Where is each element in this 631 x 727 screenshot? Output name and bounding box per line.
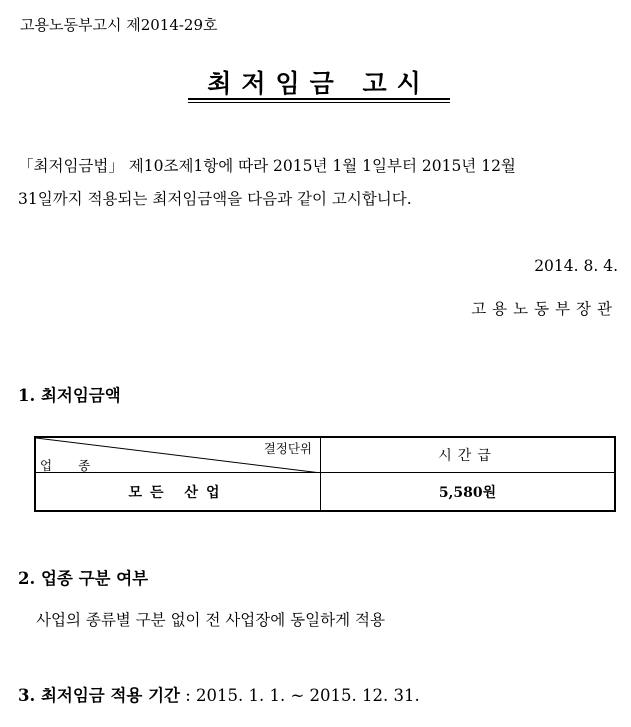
corner-label-unit: 결정단위 xyxy=(263,441,312,456)
title-underline-thin xyxy=(188,102,450,103)
row-label-all-industries: 모든 산업 xyxy=(36,473,321,510)
notice-body xyxy=(18,150,618,216)
section-3-period: : 2015. 1. 1. ~ 2015. 12. 31. xyxy=(179,686,420,705)
corner-label-industry: 업종 xyxy=(40,458,117,473)
row-value-hourly-wage: 5,580원 xyxy=(438,484,497,501)
section-2-heading: 2. 업종 구분 여부 xyxy=(18,569,149,588)
section-1-heading: 1. 최저임금액 xyxy=(18,386,121,405)
minimum-wage-table xyxy=(34,436,616,512)
issuer-name: 고용노동부장관 xyxy=(471,300,618,318)
section-3-heading: 3. 최저임금 적용 기간 xyxy=(18,686,180,705)
body-line-1: 「최저임금법」 제10조제1항에 따라 2015년 1월 1일부터 2015년 12월 xyxy=(18,157,516,175)
section-2-text: 사업의 종류별 구분 없이 전 사업장에 동일하게 적용 xyxy=(36,611,385,629)
section-3-line xyxy=(18,682,420,706)
title-underline xyxy=(188,98,450,100)
page-title: 최저임금 고시 xyxy=(207,69,431,98)
document-number: 고용노동부고시 제2014-29호 xyxy=(20,16,218,34)
title-block xyxy=(188,64,450,104)
body-line-2: 31일까지 적용되는 최저임금액을 다음과 같이 고시합니다. xyxy=(18,190,412,208)
table-corner-header xyxy=(36,438,321,473)
column-header-hourly: 시간급 xyxy=(321,438,614,473)
notice-date: 2014. 8. 4. xyxy=(534,257,618,275)
